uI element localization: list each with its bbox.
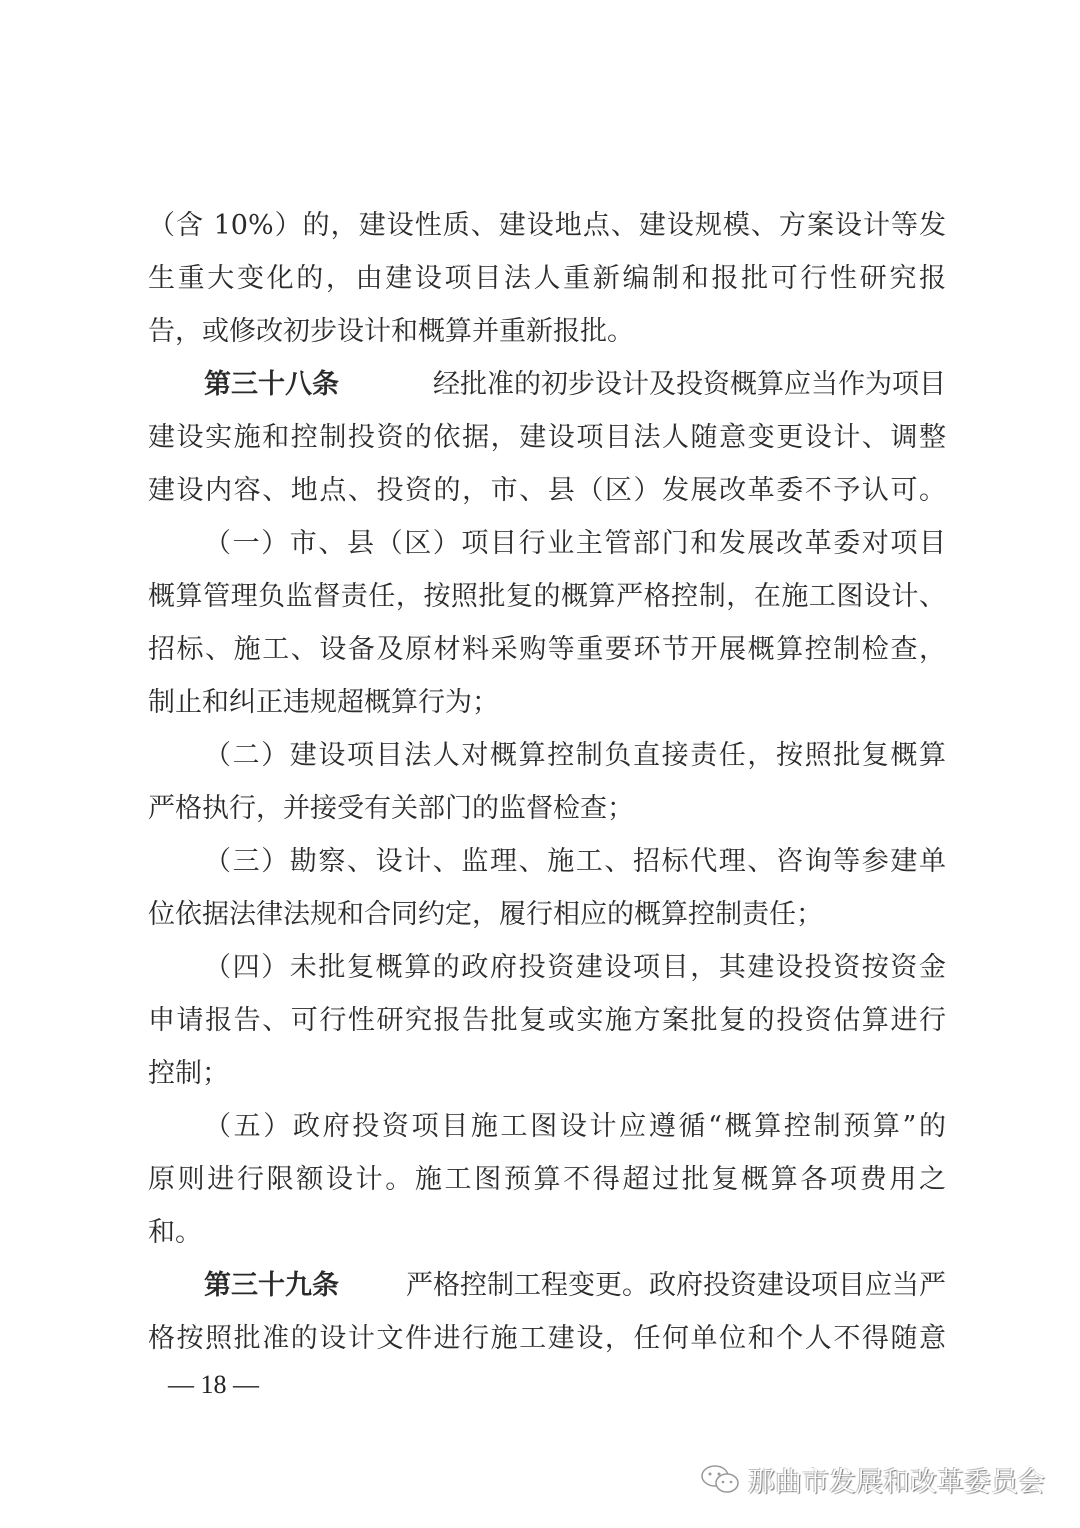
line-text: （一）市、县（区）项目行业主管部门和发展改革委对项目: [204, 528, 946, 559]
line-text: （三）勘察、设计、监理、施工、招标代理、咨询等参建单: [204, 846, 946, 877]
text-line: [148, 736, 946, 789]
text-line: [148, 630, 946, 683]
line-text: 严格控制工程变更。政府投资建设项目应当严: [406, 1270, 946, 1301]
text-line: [148, 1001, 946, 1054]
text-line: [148, 418, 946, 471]
line-text: 和。: [148, 1217, 202, 1248]
line-text: 建设实施和控制投资的依据，建设项目法人随意变更设计、调整: [148, 422, 946, 453]
text-line: [148, 789, 946, 842]
line-text: （二）建设项目法人对概算控制负直接责任，按照批复概算: [204, 740, 946, 771]
text-line: [148, 259, 946, 312]
watermark-text: 那曲市发展和改革委员会: [748, 1467, 1045, 1498]
line-text: 位依据法律法规和合同约定，履行相应的概算控制责任；: [148, 899, 823, 930]
line-text: 建设内容、地点、投资的，市、县（区）发展改革委不予认可。: [148, 475, 946, 506]
text-line: [148, 1107, 946, 1160]
document-body: [148, 206, 946, 1372]
line-text: 生重大变化的，由建设项目法人重新编制和报批可行性研究报: [148, 263, 946, 294]
text-line: [148, 577, 946, 630]
text-line: [148, 206, 946, 259]
text-line: [148, 842, 946, 895]
watermark: [700, 1460, 1045, 1499]
article-heading: 第三十九条: [204, 1270, 339, 1301]
line-text: 原则进行限额设计。施工图预算不得超过批复概算各项费用之: [148, 1164, 946, 1195]
line-text: （五）政府投资项目施工图设计应遵循“概算控制预算”的: [204, 1111, 946, 1142]
text-line: [148, 948, 946, 1001]
line-text: （含 10%）的，建设性质、建设地点、建设规模、方案设计等发: [148, 210, 946, 241]
line-text: 招标、施工、设备及原材料采购等重要环节开展概算控制检查，: [148, 634, 946, 665]
text-line: [148, 1054, 946, 1107]
text-line: [148, 471, 946, 524]
line-text: 制止和纠正违规超概算行为；: [148, 687, 499, 718]
wechat-icon: [700, 1464, 742, 1496]
line-text: 告，或修改初步设计和概算并重新报批。: [148, 316, 634, 347]
page-number: — 18 —: [168, 1370, 259, 1399]
article-heading: 第三十八条: [204, 369, 339, 400]
text-line: [148, 1266, 946, 1319]
text-line: [148, 365, 946, 418]
text-line: [148, 524, 946, 577]
text-line: [148, 683, 946, 736]
line-text: 控制；: [148, 1058, 229, 1089]
line-text: 经批准的初步设计及投资概算应当作为项目: [433, 369, 946, 400]
text-line: [148, 1213, 946, 1266]
line-text: 严格执行，并接受有关部门的监督检查；: [148, 793, 634, 824]
text-line: [148, 895, 946, 948]
line-text: 格按照批准的设计文件进行施工建设，任何单位和个人不得随意: [148, 1323, 946, 1354]
line-text: 申请报告、可行性研究报告批复或实施方案批复的投资估算进行: [148, 1005, 946, 1036]
text-line: [148, 312, 946, 365]
line-text: 概算管理负监督责任，按照批复的概算严格控制，在施工图设计、: [148, 581, 946, 612]
line-text: （四）未批复概算的政府投资建设项目，其建设投资按资金: [204, 952, 946, 983]
text-line: [148, 1319, 946, 1372]
text-line: [148, 1160, 946, 1213]
